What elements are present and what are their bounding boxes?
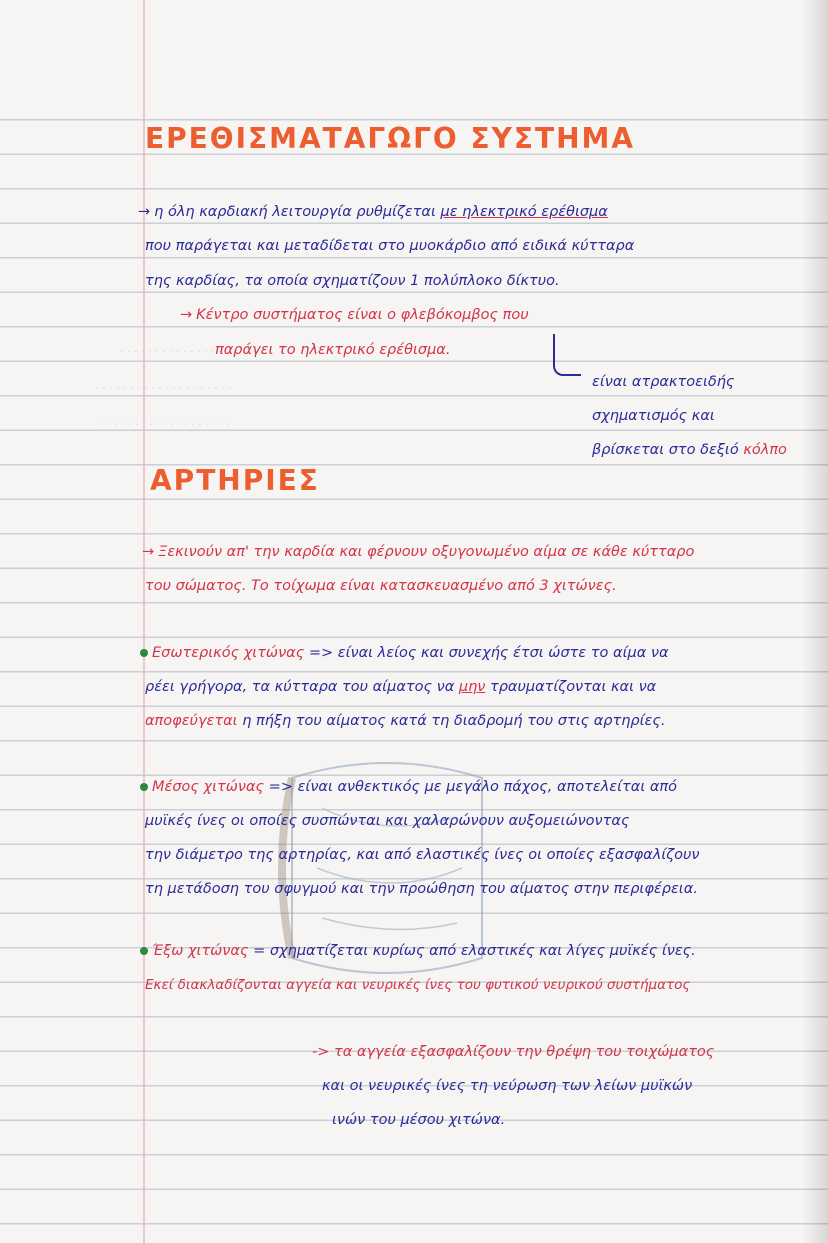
show-through-text: · · · · · · · · · · · · · · · · · · · — [100, 418, 230, 431]
text-segment-underlined: μην — [458, 679, 486, 695]
text-line: μυϊκές ίνες οι οποίες συσπώνται και χαλαρώνουν αυξομειώνοντας — [145, 813, 630, 829]
text-line — [312, 1044, 714, 1060]
text-line — [145, 713, 666, 729]
text-segment: αποφεύγεται — [145, 713, 238, 729]
binding-shadow — [802, 0, 828, 1243]
text-line: την διάμετρο της αρτηρίας, και από ελαστικές ίνες οι οποίες εξασφαλίζουν — [145, 847, 700, 863]
arrow-icon: → — [138, 204, 151, 220]
text-segment: => είναι λείος και συνεχής έτσι ώστε το αίμα να — [308, 645, 669, 661]
text-line: τη μετάδοση του σφυγμού και την προώθηση του αίματος στην περιφέρεια. — [145, 881, 698, 897]
page-top-margin — [0, 0, 828, 96]
text-line — [138, 204, 608, 220]
bullet-label: Μέσος χιτώνας — [152, 779, 265, 795]
text-segment: τα αγγεία εξασφαλίζουν την θρέψη του τοιχώματος — [334, 1044, 715, 1060]
text-segment: κόλπο — [743, 442, 787, 458]
text-line: του σώματος. Το τοίχωμα είναι κατασκευασμένο από 3 χιτώνες. — [145, 578, 617, 594]
bullet-icon — [140, 783, 148, 791]
bullet-label: Έξω χιτώνας — [152, 943, 249, 959]
text-line — [140, 779, 677, 795]
bullet-label: Εσωτερικός χιτώνας — [152, 645, 305, 661]
text-segment: τραυματίζονται και να — [490, 679, 657, 695]
text-segment: Κέντρο συστήματος είναι ο φλεβόκομβος που — [196, 307, 529, 323]
text-line: που παράγεται και μεταδίδεται στο μυοκάρδιο από ειδικά κύτταρα — [145, 238, 635, 254]
text-line: της καρδίας, τα οποία σχηματίζουν 1 πολύπλοκο δίκτυο. — [145, 273, 560, 289]
text-line — [142, 544, 694, 560]
bracket-arrow-icon — [553, 334, 581, 376]
text-line — [140, 943, 696, 959]
text-segment: η όλη καρδιακή λειτουργία ρυθμίζεται — [154, 204, 436, 220]
text-line: και οι νευρικές ίνες τη νεύρωση των λείων μυϊκών — [322, 1078, 693, 1094]
text-line — [140, 645, 669, 661]
heading-artiries: ΑΡΤΗΡΙΕΣ — [150, 464, 320, 497]
text-segment: βρίσκεται στο δεξιό — [592, 442, 739, 458]
text-line: Εκεί διακλαδίζονται αγγεία και νευρικές ίνες του φυτικού νευρικού συστήματος — [145, 977, 691, 993]
text-segment: οξυγονωμένο αίμα σε κάθε κύτταρο — [431, 544, 695, 560]
text-line: παράγει το ηλεκτρικό ερέθισμα. — [215, 342, 451, 358]
text-line: είναι ατρακτοειδής — [592, 374, 735, 390]
text-line: σχηματισμός και — [592, 408, 715, 424]
text-segment-underlined: με ηλεκτρικό ερέθισμα — [440, 204, 608, 220]
text-segment: ρέει γρήγορα, τα κύτταρα του αίματος να — [145, 679, 455, 695]
text-segment: => είναι ανθεκτικός με μεγάλο πάχος, αποτελείται από — [268, 779, 678, 795]
text-segment: η πήξη του αίματος κατά τη διαδρομή του στις αρτηρίες. — [242, 713, 666, 729]
show-through-text: · · · · · · · · · · · · · · · · · · · · — [95, 382, 232, 395]
text-segment: = σχηματίζεται κυρίως από ελαστικές και λίγες μυϊκές ίνες. — [253, 943, 696, 959]
arrow-icon: → — [142, 544, 155, 560]
bullet-icon — [140, 947, 148, 955]
margin-line — [143, 0, 145, 1243]
text-line — [592, 442, 787, 458]
text-line — [145, 679, 656, 695]
text-line — [180, 307, 529, 323]
text-line: ινών του μέσου χιτώνα. — [332, 1112, 506, 1128]
arrow-icon: → — [180, 307, 193, 323]
show-through-text: · · · · · · · · · · · · · · · — [120, 345, 222, 358]
bullet-icon — [140, 649, 148, 657]
text-segment: Ξεκινούν απ' την καρδία και φέρνουν — [158, 544, 428, 560]
heading-erethismatagogo: ΕΡΕΘΙΣΜΑΤΑΓΩΓΟ ΣΥΣΤΗΜΑ — [145, 122, 636, 155]
arrow-icon: -> — [312, 1044, 330, 1060]
